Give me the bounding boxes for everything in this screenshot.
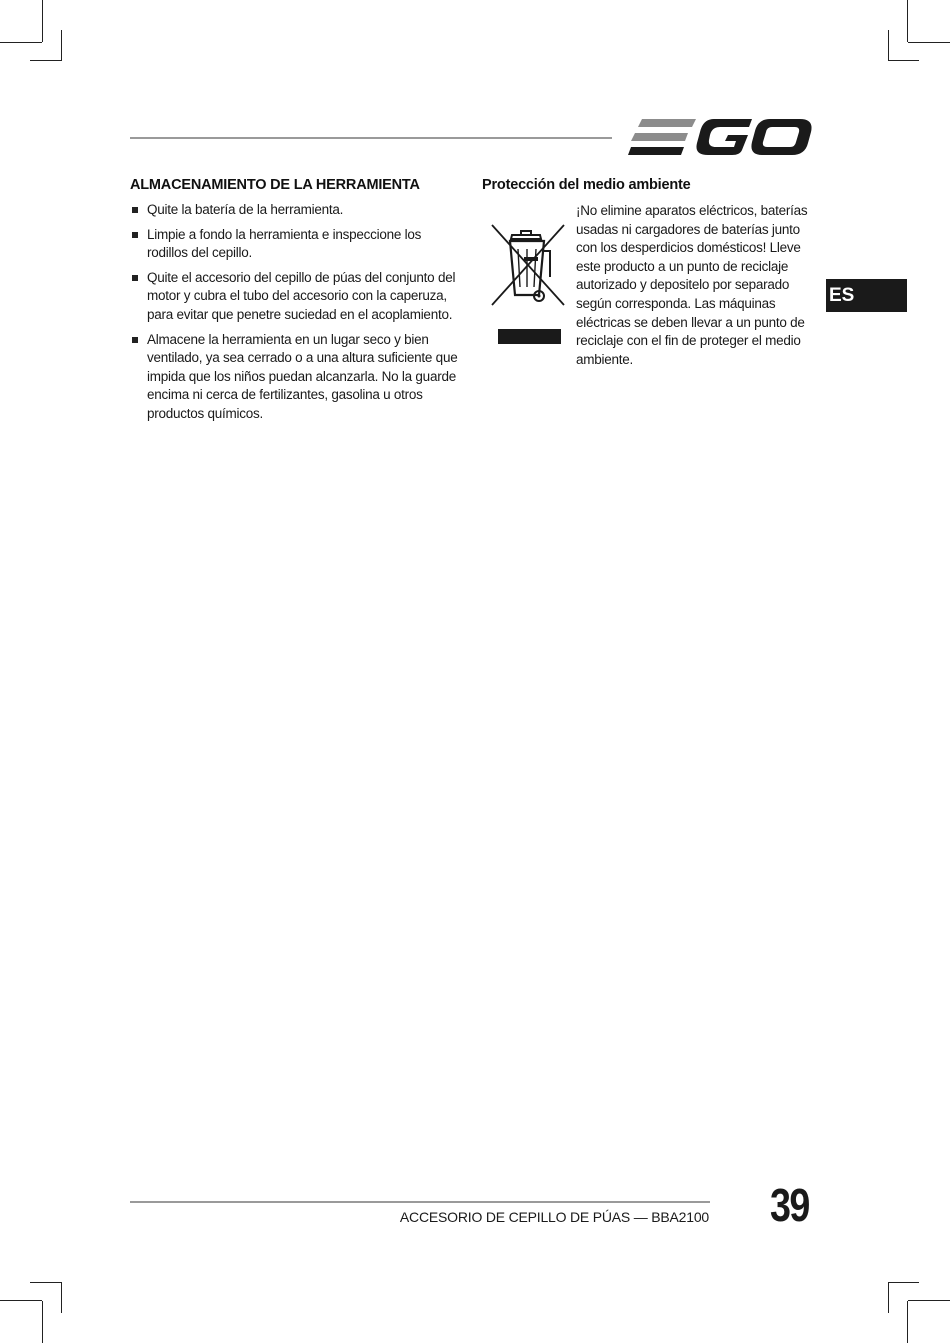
crop-mark <box>42 1301 43 1343</box>
crop-mark <box>888 1282 919 1283</box>
footer-title: ACCESORIO DE CEPILLO DE PÚAS — BBA2100 <box>399 1209 709 1225</box>
environment-text: ¡No elimine aparatos eléctricos, baterías usadas ni cargadores de baterías junto con los desperdicios domésticos! Lleve este producto a un punto de reciclaje autorizado y depositelo por separado según corresponda. Las máquinas eléctricas se deben llevar a un punto de reciclaje con el fin de proteger el medio ambiente. <box>576 203 808 367</box>
crop-mark <box>908 42 950 43</box>
bullet-square-icon <box>132 337 138 343</box>
storage-heading: ALMACENAMIENTO DE LA HERRAMIENTA <box>130 177 420 193</box>
crop-mark <box>907 1301 908 1343</box>
list-item <box>130 226 460 263</box>
header-rule <box>130 137 612 139</box>
footer-rule <box>130 1201 710 1203</box>
crop-mark <box>30 1282 61 1283</box>
crop-mark <box>908 1300 950 1301</box>
crop-mark <box>61 1282 62 1313</box>
environment-body <box>482 201 812 369</box>
list-item <box>130 331 460 424</box>
weee-crossed-bin-icon <box>488 221 568 321</box>
list-item <box>130 201 460 220</box>
crop-mark <box>61 30 62 61</box>
list-item-text: Almacene la herramienta en un lugar seco y bien ventilado, ya sea cerrado o a una altura suficiente que impida que los niños puedan alcanzarla. No la guarde encima ni cerca de fertilizantes, gasolina u otros productos químicos. <box>147 331 458 421</box>
storage-section <box>130 177 460 430</box>
crop-mark <box>42 0 43 42</box>
crop-mark <box>30 60 61 61</box>
weee-underline-bar <box>498 329 561 344</box>
list-item-text: Quite la batería de la herramienta. <box>147 202 344 217</box>
list-item <box>130 269 460 325</box>
environment-section <box>482 177 812 369</box>
crop-mark <box>888 30 889 61</box>
bullet-square-icon <box>132 275 138 281</box>
language-tab: ES <box>826 279 907 312</box>
crop-mark <box>0 42 42 43</box>
bullet-square-icon <box>132 207 138 213</box>
crop-mark <box>888 60 919 61</box>
storage-list <box>130 201 460 424</box>
crop-mark <box>888 1282 889 1313</box>
ego-logo <box>628 116 812 158</box>
crop-mark <box>907 0 908 42</box>
list-item-text: Quite el accesorio del cepillo de púas del conjunto del motor y cubra el tubo del accesorio con la caperuza, para evitar que penetre suciedad en el acoplamiento. <box>147 269 456 322</box>
environment-heading: Protección del medio ambiente <box>482 177 691 193</box>
bullet-square-icon <box>132 232 138 238</box>
page-number: 39 <box>770 1179 809 1231</box>
list-item-text: Limpie a fondo la herramienta e inspeccione los rodillos del cepillo. <box>147 226 422 261</box>
crop-mark <box>0 1300 42 1301</box>
